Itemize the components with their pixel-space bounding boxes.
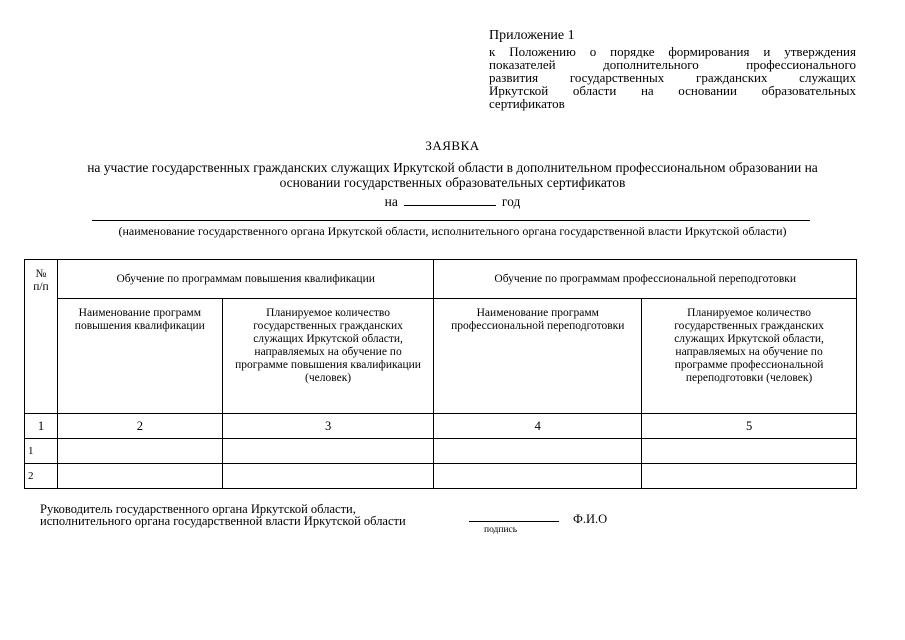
date-prefix: на	[384, 194, 398, 209]
col-header-qualification-programs: Наименование программ повышения квалификации	[57, 299, 222, 414]
org-name-rule	[92, 220, 810, 221]
column-number-row	[25, 414, 857, 439]
signer-line: Руководитель государственного органа Иркутской области,	[40, 502, 356, 516]
table-cell[interactable]	[222, 464, 434, 489]
column-number: 3	[222, 414, 434, 439]
table-cell[interactable]	[57, 439, 222, 464]
purpose-line: основании государственных образовательных сертификатов	[279, 175, 626, 190]
appendix-line: к Положению о порядке формирования и утверждения	[489, 44, 856, 59]
org-caption: (наименование государственного органа Иркутской области, исполнительного органа государственной власти Иркутской области)	[118, 224, 787, 238]
table-cell[interactable]	[434, 439, 642, 464]
table-row	[25, 439, 857, 464]
appendix-block	[489, 29, 856, 110]
date-blank	[404, 193, 496, 206]
appendix-line: Иркутской области на основании образовательных	[489, 83, 856, 98]
table-cell[interactable]	[642, 439, 857, 464]
appendix-line: сертификатов	[489, 96, 565, 111]
appendix-title: Приложение 1	[489, 28, 575, 43]
column-number: 5	[642, 414, 857, 439]
appendix-line: показателей дополнительного профессионального	[489, 57, 856, 72]
col-header-qualification-count: Планируемое количество государственных гражданских служащих Иркутской области, направляемых на обучение по программе повышения квалификации (человек)	[222, 299, 434, 414]
purpose-text	[30, 160, 875, 190]
col-header-retraining-count: Планируемое количество государственных гражданских служащих Иркутской области, направляемых на обучение по программе профессиональной переподготовки (человек)	[642, 299, 857, 414]
num-header	[25, 260, 58, 414]
table-cell[interactable]	[222, 439, 434, 464]
signer-line: исполнительного органа государственной власти Иркутской области	[40, 514, 406, 528]
signature-line	[469, 521, 559, 522]
table-cell[interactable]	[434, 464, 642, 489]
purpose-line: на участие государственных гражданских служащих Иркутской области в дополнительном профессиональном образовании на	[87, 160, 818, 175]
group-header-qualification: Обучение по программам повышения квалификации	[57, 260, 433, 299]
table-row	[25, 464, 857, 489]
date-line	[0, 193, 905, 210]
table-cell[interactable]	[642, 464, 857, 489]
row-number: 2	[25, 464, 58, 489]
column-number: 2	[57, 414, 222, 439]
document-title: ЗАЯВКА	[425, 138, 480, 153]
signer-block	[40, 503, 406, 527]
row-number: 1	[25, 439, 58, 464]
num-header-line: №	[35, 268, 47, 280]
date-suffix: год	[501, 194, 521, 209]
group-header-retraining: Обучение по программам профессиональной переподготовки	[434, 260, 857, 299]
num-header-line: п/п	[33, 281, 49, 293]
signature-caption: подпись	[484, 525, 518, 535]
column-number: 4	[434, 414, 642, 439]
appendix-line: развития государственных гражданских служащих	[489, 70, 856, 85]
table-subheader-row	[25, 299, 857, 414]
request-table	[24, 259, 857, 489]
fio-label: Ф.И.О	[573, 512, 608, 526]
col-header-retraining-programs: Наименование программ профессиональной переподготовки	[434, 299, 642, 414]
table-cell[interactable]	[57, 464, 222, 489]
column-number: 1	[25, 414, 58, 439]
table-header-row	[25, 260, 857, 299]
